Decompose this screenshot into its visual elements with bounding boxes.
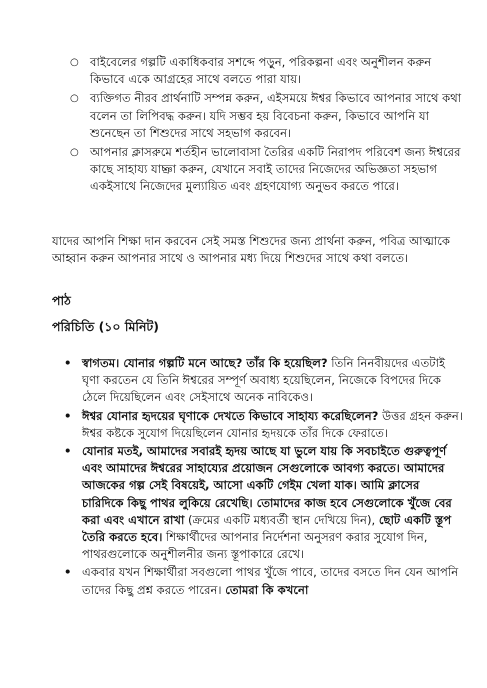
prayer-paragraph: যাদের আপনি শিক্ষা দান করবেন সেই সমস্ত শিশুদের জন্য প্রার্থনা করুন, পবিত্র আত্মাকে আহ্বান করুন আপনার সাথে ও আপনার মধ্য দিয়ে শিশুদের সাথে কথা বলতে।	[52, 234, 451, 266]
bullet-bold-text: স্বাগতম। যোনার গল্পটি মনে আছে? তাঁর কি হয়েছিল?	[82, 356, 328, 370]
list-item	[62, 408, 464, 442]
sublist-item-text: ব্যক্তিগত নীরব প্রার্থনাটি সম্পন্ন করুন, এইসময়ে ঈশ্বর কিভাবে আপনার সাথে কথা বলেন তা লিপিবদ্ধ করুন। যদি সম্ভব হয় বিবেচনা করুন, কিভাবে আপনি যা শুনেছেন তা শিশুদের সাথে সহভাগ করবেন।	[90, 91, 462, 140]
bullet-text: একবার যখন শিক্ষার্থীরা সবগুলো পাথর খুঁজে পাবে, তাদের বসতে দিন যেন আপনি তাদের কিছু প্রশ্ন করতে পারেন।	[82, 565, 459, 597]
sublist-item-text: বাইবেলের গল্পটি একাধিকবার সশব্দে পড়ুন, পরিকল্পনা এবং অনুশীলন করুন কিভাবে একে আগ্রহের সাথে বলতে পারা যায়।	[90, 55, 432, 87]
sublist-item-text: আপনার ক্লাসরুমে শর্তহীন ভালোবাসা তৈরির একটি নিরাপদ পরিবেশ জন্য ঈশ্বরের কাছে সাহায্য যাচ্ঞা করুন, যেখানে সবাই তাদের নিজেদের অভিজ্ঞতা সহভাগ একইসাথে নিজেদের মুল্যায়িত এবং গ্রহণযোগ্য অনুভব করতে পারে।	[90, 145, 461, 194]
list-item	[62, 355, 464, 407]
bullet-dot-icon: •	[64, 444, 72, 459]
section-title: পাঠ	[52, 293, 71, 308]
preparation-sublist	[70, 54, 462, 198]
bullet-bold-text: যোনার মতই, আমাদের সবারই হৃদয় আছে যা ভুলে যায় কি সবচাইতে গুরুত্বপূর্ণ এবং আমাদের ঈশ্বরের সাহায্যের প্রয়োজন সেগুলোকে আবগ্য করতে। আমাদের আজকের গল্প সেই বিষয়েই, আসো একটি গেইম খেলা যাক। আমি ক্লাসের চারিদিকে কিছু পাথর লুকিয়ে রেখেছি। তোমাদের কাজ হবে সেগুলোকে খুঁজে বের করা এবং এখানে রাখা	[82, 444, 452, 527]
bullet-text: তিনি নিনবীয়দের এতটাই ঘৃণা করতেন যে তিনি ঈশ্বরের সম্পূর্ণ অবাধ্য হয়েছিলেন, নিজেকে বিপদের দিকে ঠেলে দিয়েছিলেন এবং সেইসাথে অনেক নাবিকেও।	[82, 356, 445, 405]
bullet-text-2: শিক্ষার্থীদের আপনার নির্দেশনা অনুসরণ করার সুযোগ দিন, পাথরগুলোকে অনুশীলনীর জন্য স্তূপাকারে রেখে।	[82, 530, 428, 562]
intro-bullet-list	[62, 355, 464, 600]
intro-heading: পরিচিতি (১০ মিনিট)	[52, 319, 159, 334]
bullet-bold-text-2: তোমরা কি কখনো	[225, 582, 309, 597]
bullet-bold-text: ঈশ্বর যোনার হৃদয়ের ঘৃণাকে দেখতে কিভাবে সাহায্য করেছিলেন?	[82, 408, 379, 423]
bullet-dot-icon: •	[64, 565, 72, 580]
bullet-text: উত্তর গ্রহন করুন। ঈশ্বর কষ্টকে সুযোগ দিয়েছিলেন যোনার হৃদয়কে তাঁর দিকে ফেরাতে।	[82, 408, 463, 440]
hollow-bullet-icon: ○	[70, 147, 79, 159]
list-item	[62, 564, 464, 598]
bullet-bold-text-2: ছোট একটি স্তূপ তৈরি করতে হবে।	[82, 512, 452, 545]
bullet-dot-icon: •	[64, 356, 72, 370]
bullet-dot-icon: •	[64, 408, 72, 423]
bullet-text: (ক্রমের একটি মধ্যবর্তী স্থান দেখিয়ে দিন),	[184, 512, 379, 527]
hollow-bullet-icon: ○	[70, 93, 79, 105]
hollow-bullet-icon: ○	[70, 57, 79, 68]
sublist-item	[70, 144, 462, 196]
list-item	[62, 443, 464, 563]
sublist-item	[70, 54, 462, 88]
sublist-item	[70, 90, 462, 142]
